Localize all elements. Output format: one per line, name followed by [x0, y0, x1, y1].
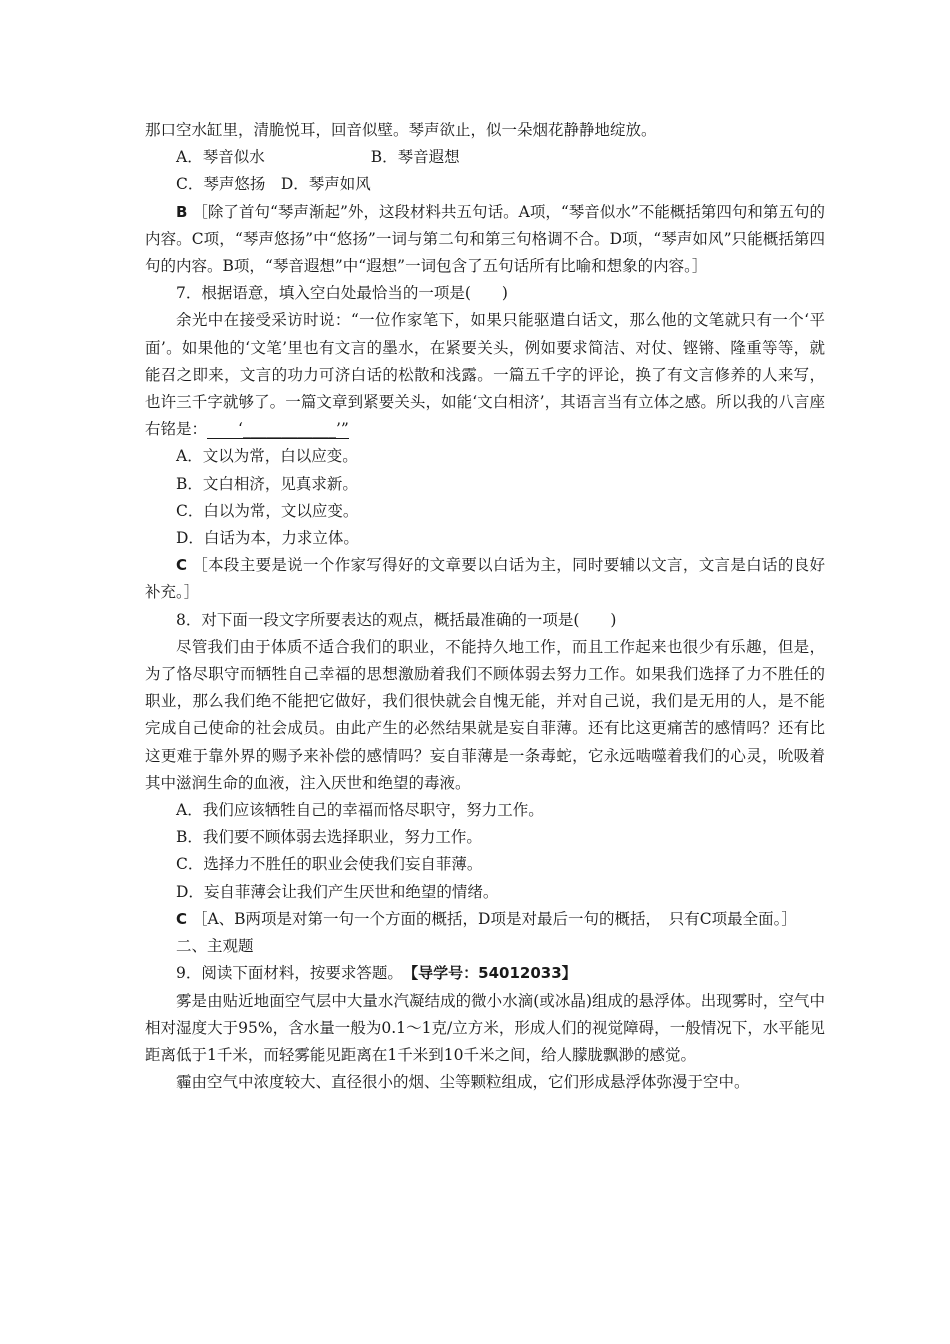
q9-reference-number: 【导学号：54012033】 [410, 964, 577, 983]
q8-passage: 尽管我们由于体质不适合我们的职业，不能持久地工作，而且工作起来也很少有乐趣，但是，为了恪尽职守而牺牲自己幸福的思想激励着我们不顾体弱去努力工作。如果我们选择了力不胜任的职业，那么我们绝不能把它做好，我们很快就会自愧无能，并对自己说，我们是无用的人，是不能完成自己使命的社会成员。由此产生的必然结果就是妄自菲薄。还有比这更痛苦的感情吗？还有比这更难于靠外界的赐予来补偿的感情吗？妄自菲薄是一条毒蛇，它永远啮噬着我们的心灵，吮吸着其中滋润生命的血液，注入厌世和绝望的毒液。 [145, 637, 825, 792]
q8-stem: 8．对下面一段文字所要表达的观点，概括最准确的一项是( ) [176, 610, 617, 629]
q7-stem: 7．根据语意，填入空白处最恰当的一项是( ) [176, 284, 508, 303]
q9-paragraph-fog: 雾是由贴近地面空气层中大量水汽凝结成的微小水滴(或冰晶)组成的悬浮体。出现雾时，空气中相对湿度大于95%，含水量一般为0.1～1克/立方米，形成人们的视觉障碍，一般情况下，水平能见距离低于1千米，而轻雾能见距离在1千米到10千米之间，给人朦胧飘渺的感觉。 [145, 991, 825, 1064]
intro-line: 那口空水缸里，清脆悦耳，回音似壁。琴声欲止，似一朵烟花静静地绽放。 [145, 121, 657, 139]
q8-answer-letter: C [176, 909, 188, 928]
q8-option-b: B．我们要不顾体弱去选择职业，努力工作。 [176, 828, 482, 847]
q7-answer-explanation: ［本段主要是说一个作家写得好的文章要以白话为主，同时要辅以文言，文言是白话的良好补充。］ [145, 556, 825, 602]
document-page [145, 117, 825, 1096]
q7-option-a: A．文以为常，白以应变。 [176, 447, 358, 466]
q8-option-d: D．妄自菲薄会让我们产生厌世和绝望的情绪。 [176, 882, 499, 901]
q6-option-b: B．琴音遐想 [370, 148, 460, 167]
q8-option-a: A．我们应该牺牲自己的幸福而恪尽职守，努力工作。 [176, 801, 544, 820]
q6-answer-letter: B [176, 202, 188, 221]
q7-answer-letter: C [176, 556, 188, 575]
q6-answer-explanation: ［除了首句“琴声渐起”外，这段材料共五句话。A项，“琴音似水”不能概括第四句和第五句的内容。C项，“琴声悠扬”中“悠扬”一词与第二句和第三句格调不合。D项，“琴声如风”只能概括第四句的内容。B项，“琴音遐想”中“遐想”一词包含了五句话所有比喻和想象的内容。］ [145, 202, 825, 276]
q7-option-d: D．白话为本，力求立体。 [176, 529, 359, 548]
q7-answer [145, 552, 825, 606]
q7-answer-blank: ‘____________’” [207, 420, 349, 439]
q7-passage-text: 余光中在接受采访时说：“一位作家笔下，如果只能驱遣白话文，那么他的文笔就只有一个‘平面’。如果他的‘文笔’里也有文言的墨水，在紧要关头，例如要求简洁、对仗、铿锵、隆重等等，就能召之即来，文言的功力可济白话的松散和浅露。一篇五千字的评论，换了有文言修养的人来写，也许三千字就够了。一篇文章到紧要关头，如能‘文白相济’，其语言当有立体之感。所以我的八言座右铭是： [145, 311, 825, 439]
q7-passage [145, 307, 825, 443]
q6-answer [145, 199, 825, 281]
q9-stem-text: 9．阅读下面材料，按要求答题。 [176, 964, 396, 983]
section-heading: 二、主观题 [176, 937, 254, 956]
q9-stem [145, 960, 825, 987]
q6-options-cd: C．琴声悠扬 D．琴声如风 [176, 175, 371, 194]
q8-option-c: C．选择力不胜任的职业会使我们妄自菲薄。 [176, 855, 483, 874]
q8-answer [145, 906, 825, 933]
q6-option-a: A．琴音似水 [176, 148, 265, 167]
q9-paragraph-haze: 霾由空气中浓度较大、直径很小的烟、尘等颗粒组成，它们形成悬浮体弥漫于空中。 [176, 1073, 750, 1092]
q7-option-c: C．白以为常，文以应变。 [176, 501, 359, 520]
q8-answer-explanation: ［A、B两项是对第一句一个方面的概括，D项是对最后一句的概括， 只有C项最全面。］ [191, 909, 797, 928]
q7-option-b: B．文白相济，见真求新。 [176, 474, 358, 493]
q6-options-ab [145, 144, 825, 171]
